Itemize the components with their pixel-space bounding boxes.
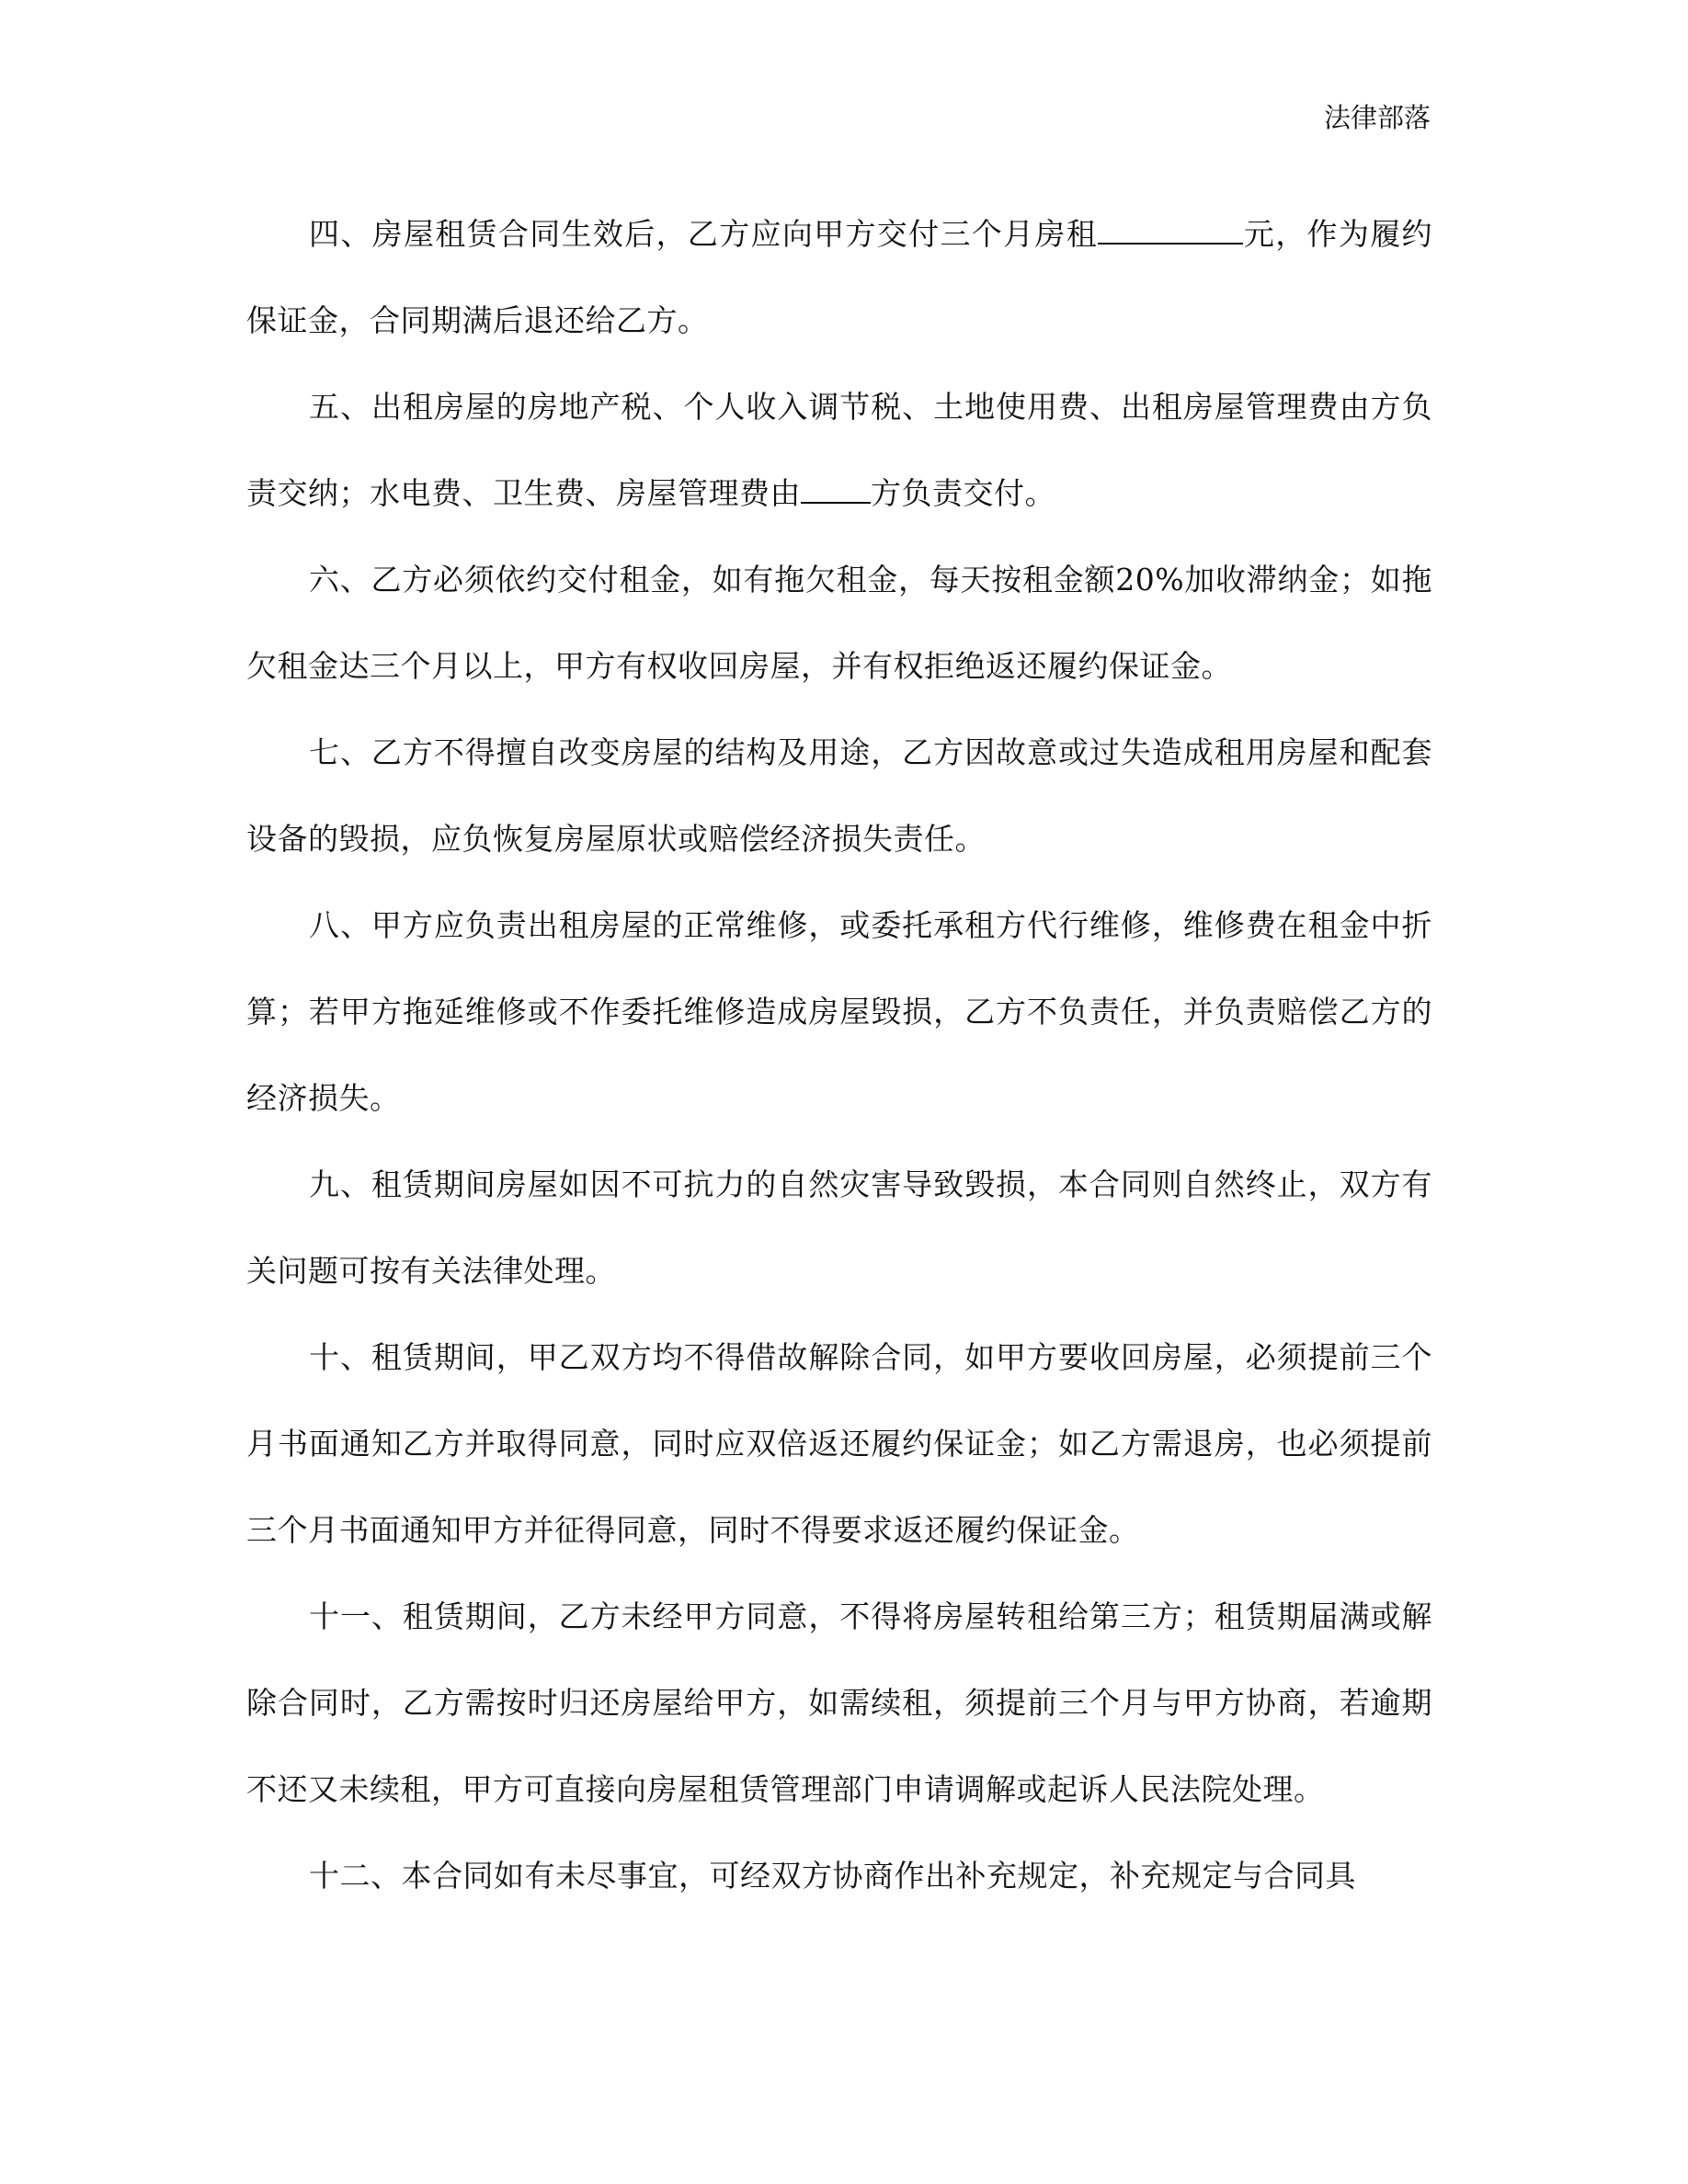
clause-4-text-after: 元，作为履约保证金，合同期满后退还给乙方。 [246,216,1433,338]
clause-5-text-before: 五、出租房屋的房地产税、个人收入调节税、土地使用费、出租房屋管理费由方负责交纳；水电费、卫生费、房屋管理费由 [246,389,1432,511]
clause-4 [246,191,1432,364]
clause-11: 十一、租赁期间，乙方未经甲方同意，不得将房屋转租给第三方；租赁期届满或解除合同时，乙方需按时归还房屋给甲方，如需续租，须提前三个月与甲方协商，若逾期不还又未续租，甲方可直接向房屋租赁管理部门申请调解或起诉人民法院处理。 [246,1598,1432,1807]
clause-7: 七、乙方不得擅自改变房屋的结构及用途，乙方因故意或过失造成租用房屋和配套设备的毁损，应负恢复房屋原状或赔偿经济损失责任。 [246,734,1432,857]
clause-5 [246,364,1432,537]
clause-6: 六、乙方必须依约交付租金，如有拖欠租金，每天按租金额20%加收滞纳金；如拖欠租金达三个月以上，甲方有权收回房屋，并有权拒绝返还履约保证金。 [246,562,1432,684]
clause-4-text-before: 四、房屋租赁合同生效后，乙方应向甲方交付三个月房租 [309,216,1099,252]
contract-body [246,191,1432,1919]
clause-12: 十二、本合同如有未尽事宜，可经双方协商作出补充规定，补充规定与合同具 [309,1858,1356,1894]
clause-5-text-after: 方负责交付。 [871,475,1055,511]
clause-9: 九、租赁期间房屋如因不可抗力的自然灾害导致毁损，本合同则自然终止，双方有关问题可按有关法律处理。 [246,1166,1432,1289]
clause-10: 十、租赁期间，甲乙双方均不得借故解除合同，如甲方要收回房屋，必须提前三个月书面通知乙方并取得同意，同时应双倍返还履约保证金；如乙方需退房，也必须提前三个月书面通知甲方并征得同意，同时不得要求返还履约保证金。 [246,1339,1432,1548]
utility-payer-blank [801,467,871,504]
clause-8: 八、甲方应负责出租房屋的正常维修，或委托承租方代行维修，维修费在租金中折算；若甲方拖延维修或不作委托维修造成房屋毁损，乙方不负责任，并负责赔偿乙方的经济损失。 [246,907,1432,1116]
page-header: 法律部落 [1323,102,1431,133]
rent-amount-blank [1098,208,1243,245]
